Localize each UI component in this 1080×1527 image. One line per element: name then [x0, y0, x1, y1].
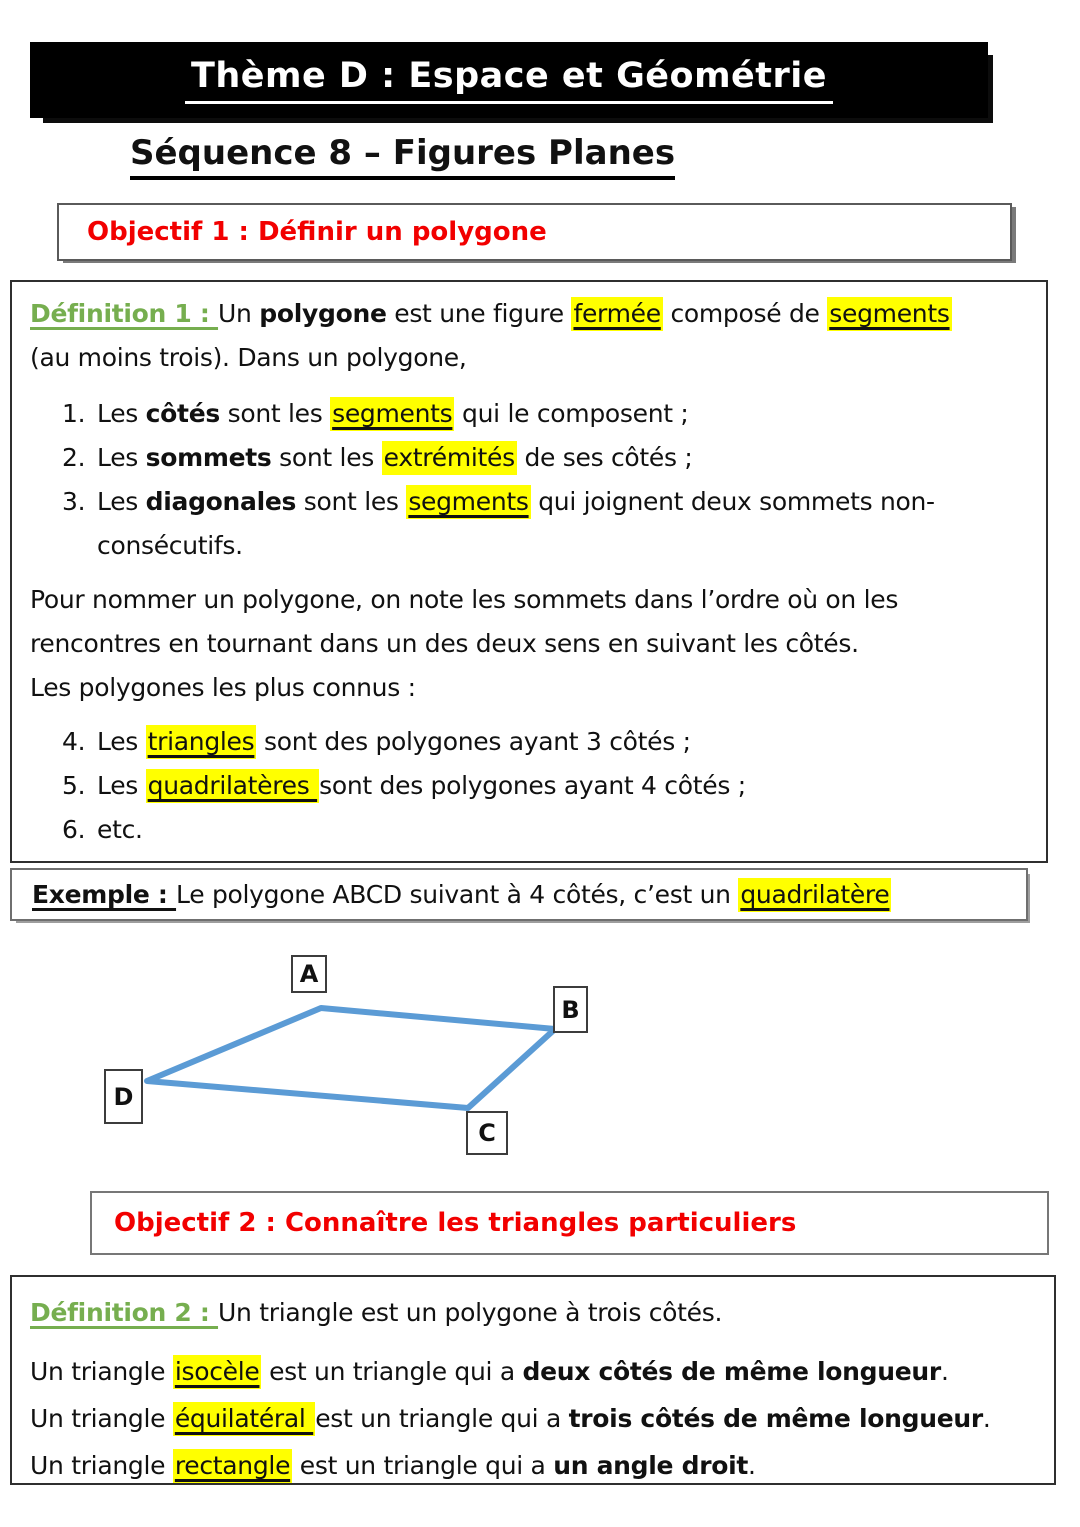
item-text: Les côtés sont les segments qui le composent ;: [97, 397, 689, 431]
item-text: Les sommets sont les extrémités de ses côtés ;: [97, 441, 692, 475]
definition1-paragraph: Pour nommer un polygone, on note les sommets dans l’ordre où on les rencontres en tournant dans un des deux sens en suivant les côtés. Les polygones les plus connus :: [30, 585, 899, 702]
objective1-label: Objectif 1 : Définir un polygone: [87, 217, 547, 247]
objective2-label: Objectif 2 : Connaître les triangles particuliers: [114, 1208, 797, 1238]
item-number: 3.: [62, 487, 86, 516]
definition2-line-equilateral: Un triangle équilatéral est un triangle qui a trois côtés de même longueur.: [30, 1395, 1038, 1442]
item-number: 1.: [62, 399, 86, 428]
item-number: 4.: [62, 727, 86, 756]
definition1-box: [10, 280, 1048, 863]
example-box: [10, 868, 1028, 921]
list-item-2: [30, 436, 1028, 480]
item-text: Les triangles sont des polygones ayant 3 côtés ;: [97, 725, 691, 759]
objective1-box: [57, 203, 1012, 261]
definition2-line-rectangle: Un triangle rectangle est un triangle qui a un angle droit.: [30, 1442, 1038, 1485]
item-text: Les quadrilatères sont des polygones ayant 4 côtés ;: [97, 769, 746, 803]
quadrilateral-outline: [147, 1008, 555, 1108]
vertex-label-c: C: [466, 1111, 508, 1155]
vertex-label-a: A: [291, 955, 327, 993]
sequence-title: Séquence 8 – Figures Planes: [130, 133, 675, 180]
list-item-3: [30, 480, 1028, 568]
item-number: 2.: [62, 443, 86, 472]
objective2-box: [90, 1191, 1049, 1255]
definition2-box: [10, 1275, 1056, 1485]
polygon-diagram: [0, 935, 700, 1185]
item-number: 6.: [62, 815, 86, 844]
item-text: etc.: [97, 815, 143, 844]
vertex-label-b: B: [553, 986, 588, 1033]
list-item-1: [30, 392, 1028, 436]
definition2-intro: Définition 2 : Un triangle est un polygone à trois côtés.: [30, 1298, 723, 1327]
theme-banner-title: Thème D : Espace et Géométrie: [185, 56, 833, 104]
definition2-line-isocele: Un triangle isocèle est un triangle qui a deux côtés de même longueur.: [30, 1348, 1038, 1395]
theme-banner: [30, 42, 988, 118]
example-text: Exemple : Le polygone ABCD suivant à 4 côtés, c’est un quadrilatère: [32, 880, 891, 909]
item-number: 5.: [62, 771, 86, 800]
list-item-4: [30, 720, 1028, 764]
list-item-5: [30, 764, 1028, 808]
definition1-intro: Définition 1 : Un polygone est une figure fermée composé de segments (au moins trois). Dans un polygone,: [30, 299, 950, 372]
item-text: Les diagonales sont les segments qui joignent deux sommets non- consécutifs.: [97, 487, 935, 560]
list-item-6: [30, 808, 1028, 852]
quadrilateral-svg: [0, 935, 700, 1185]
vertex-label-d: D: [104, 1069, 143, 1124]
